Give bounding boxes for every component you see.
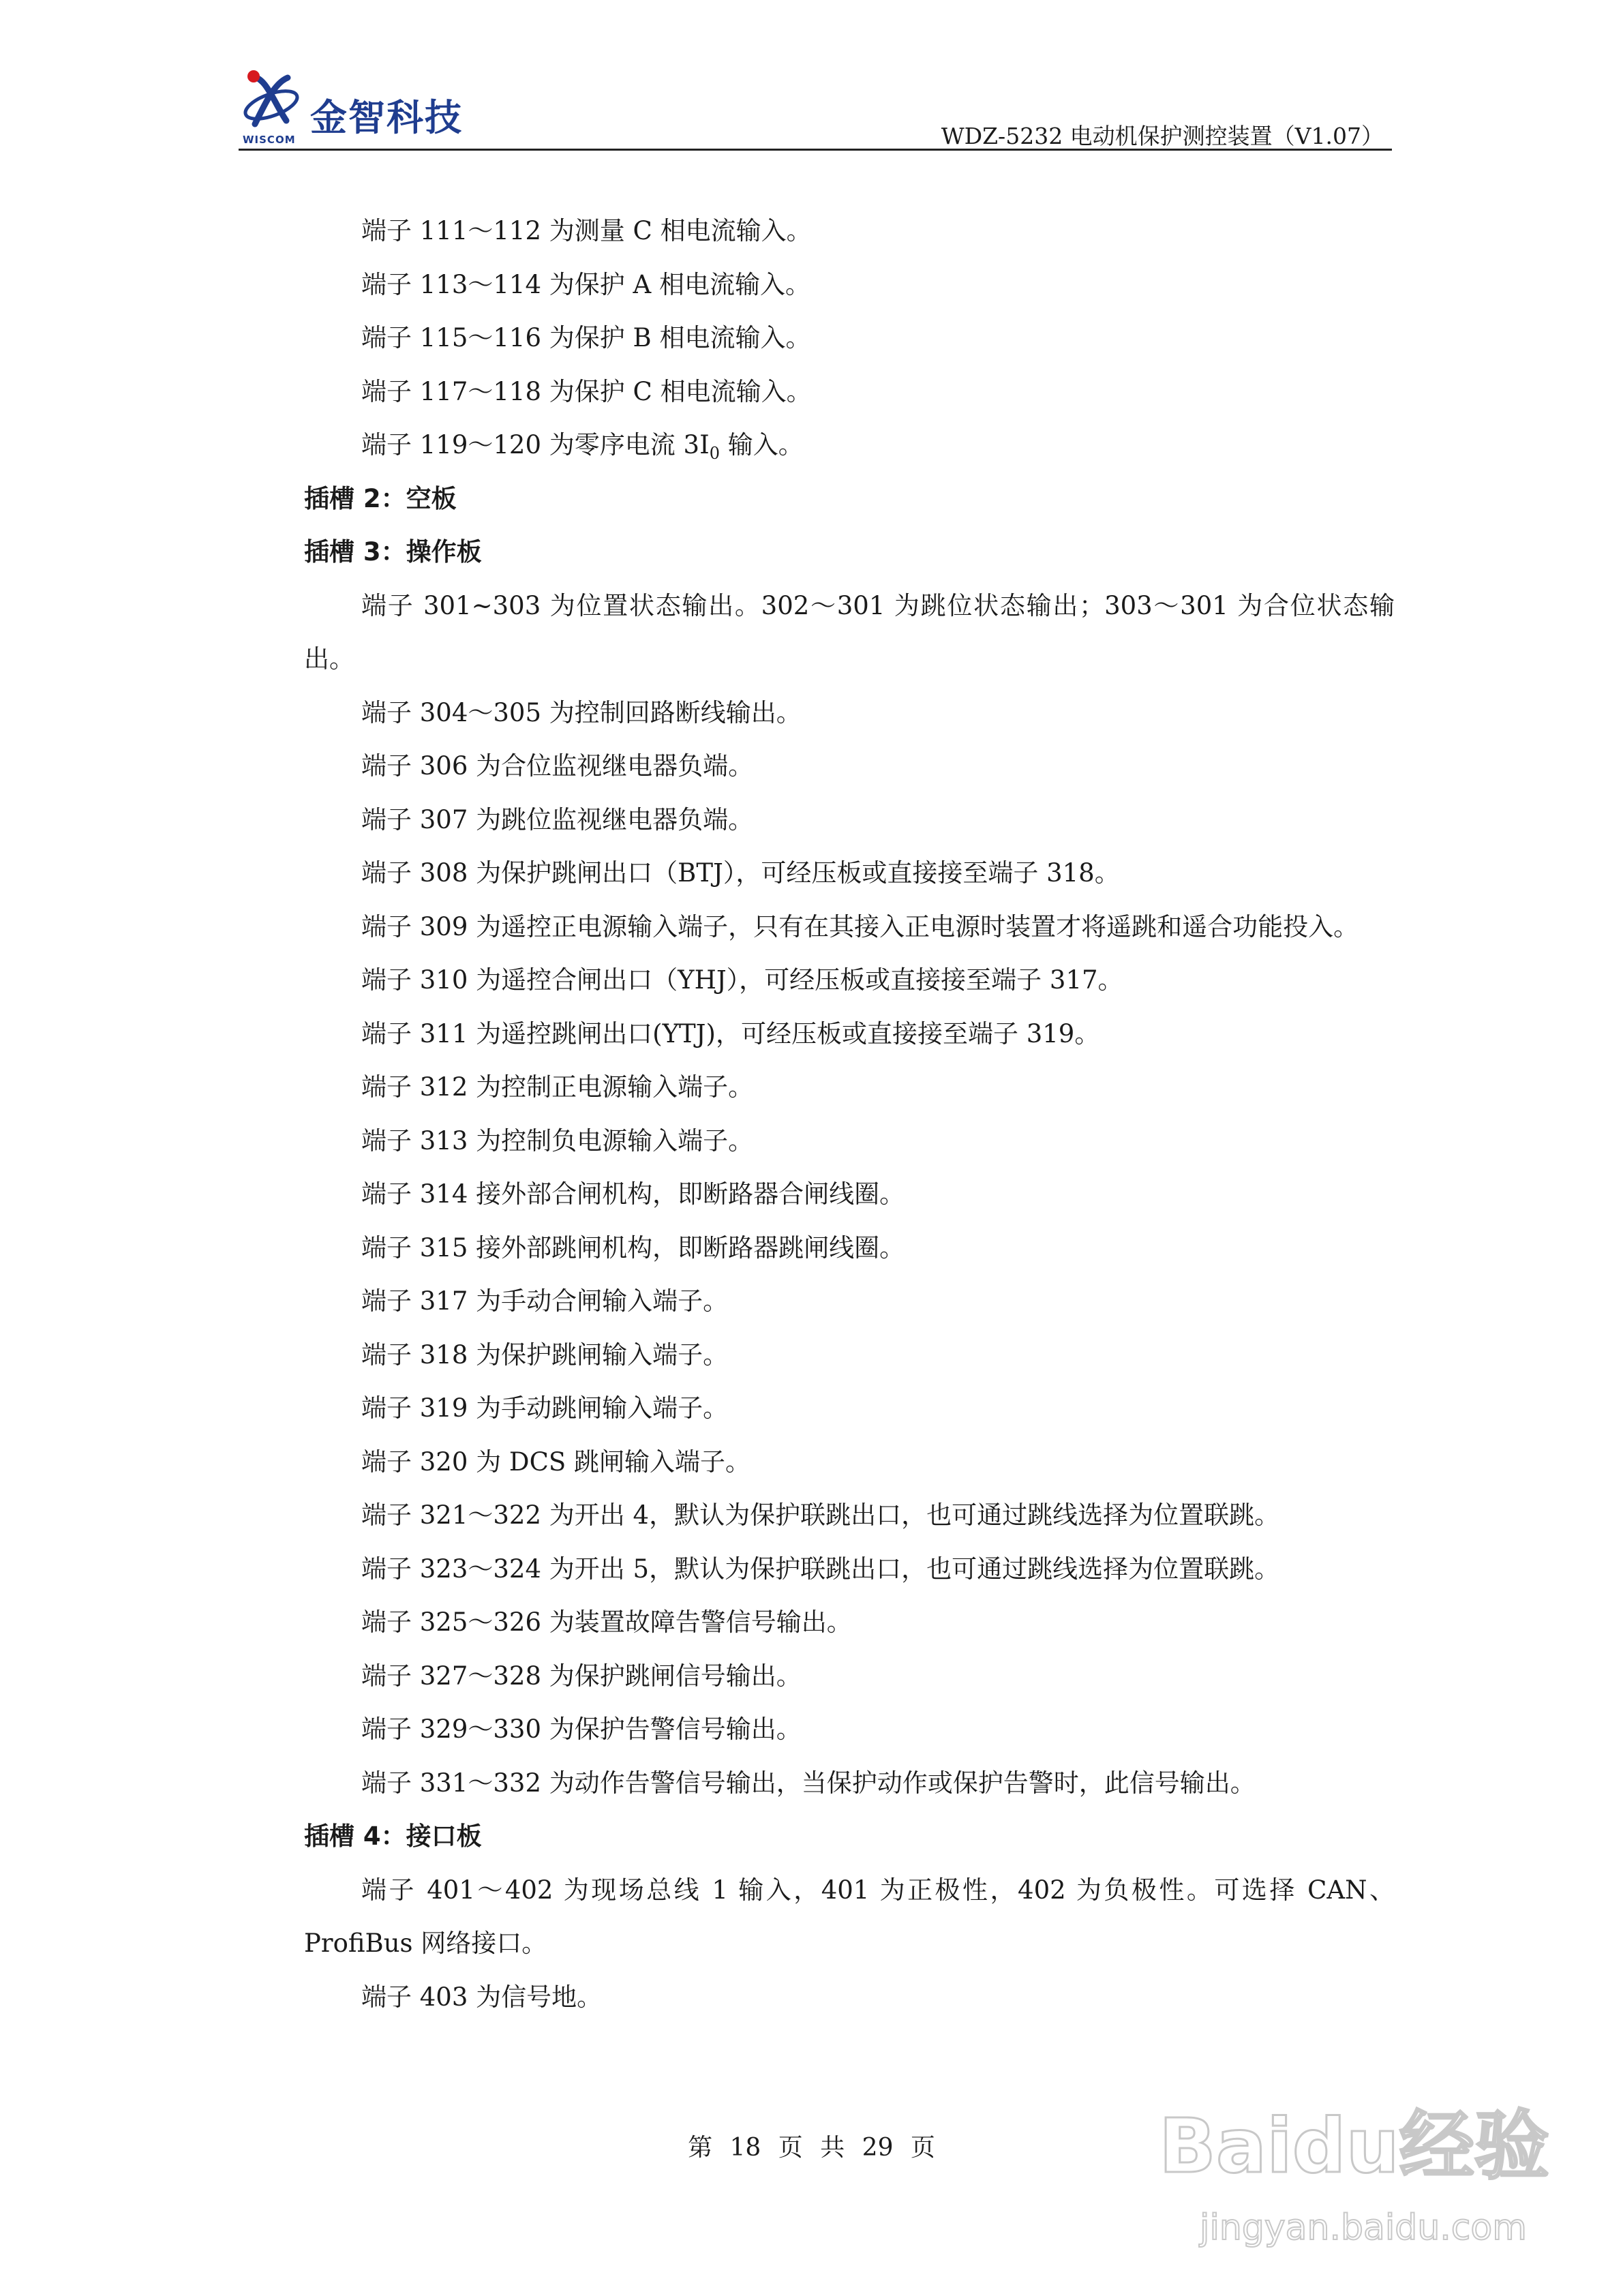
- logo-brand-text: 金智科技: [310, 96, 463, 139]
- paragraph: 端子 320 为 DCS 跳闸输入端子。: [361, 1447, 750, 1477]
- paragraph: 端子 111～112 为测量 C 相电流输入。: [361, 216, 812, 245]
- company-logo: [239, 63, 525, 151]
- watermark-brand: Baidu经验: [1159, 2102, 1549, 2190]
- paragraph: 端子 315 接外部跳闸机构，即断路器跳闸线圈。: [361, 1233, 905, 1263]
- paragraph: 端子 401～402 为现场总线 1 输入，401 为正极性，402 为负极性。可选择 CAN、ProfiBus 网络接口。: [304, 1875, 1395, 1958]
- paragraph: 端子 113～114 为保护 A 相电流输入。: [361, 269, 811, 299]
- section-heading-slot-3: 插槽 3：操作板: [304, 537, 482, 567]
- paragraph: 端子 115～116 为保护 B 相电流输入。: [361, 323, 811, 352]
- paragraph: 端子 306 为合位监视继电器负端。: [361, 751, 754, 781]
- paragraph: 端子 319 为手动跳闸输入端子。: [361, 1393, 729, 1423]
- paragraph: 端子 318 为保护跳闸输入端子。: [361, 1340, 729, 1370]
- paragraph: 端子 304～305 为控制回路断线输出。: [361, 697, 802, 727]
- paragraph: 端子 331～332 为动作告警信号输出，当保护动作或保护告警时，此信号输出。: [361, 1768, 1256, 1798]
- paragraph: 端子 309 为遥控正电源输入端子，只有在其接入正电源时装置才将遥跳和遥合功能投入。: [361, 911, 1359, 941]
- paragraph: 端子 323～324 为开出 5，默认为保护联跳出口，也可通过跳线选择为位置联跳。: [361, 1554, 1280, 1584]
- paragraph: 端子 325～326 为装置故障告警信号输出。: [361, 1607, 852, 1637]
- paragraph-zero-sequence: [304, 419, 1395, 472]
- paragraph: 端子 327～328 为保护跳闸信号输出。: [361, 1661, 802, 1691]
- watermark-url: jingyan.baidu.com: [1200, 2207, 1527, 2248]
- subscript: 0: [709, 444, 720, 463]
- baidu-watermark: [1159, 2086, 1568, 2263]
- paragraph: 端子 308 为保护跳闸出口（BTJ），可经压板或直接接至端子 318。: [361, 858, 1120, 888]
- logo-subtext: WISCOM: [243, 134, 296, 146]
- paragraph: 端子 317 为手动合闸输入端子。: [361, 1286, 729, 1316]
- text: 输入。: [719, 430, 804, 459]
- paragraph: 端子 313 为控制负电源输入端子。: [361, 1126, 754, 1155]
- section-heading-slot-2: 插槽 2：空板: [304, 483, 457, 513]
- paragraph: 端子 311 为遥控跳闸出口(YTJ)，可经压板或直接接至端子 319。: [361, 1018, 1100, 1048]
- wiscom-emblem-icon: [239, 63, 314, 138]
- paragraph: 端子 403 为信号地。: [361, 1982, 603, 2012]
- page-header: [239, 63, 1391, 151]
- header-divider: [239, 149, 1392, 151]
- paragraph: 端子 310 为遥控合闸出口（YHJ），可经压板或直接接至端子 317。: [361, 965, 1123, 995]
- paragraph: 端子 117～118 为保护 C 相电流输入。: [361, 376, 812, 406]
- paragraph: 端子 301~303 为位置状态输出。302～301 为跳位状态输出；303～301 为合位状态输出。: [304, 590, 1395, 674]
- paragraph: 端子 312 为控制正电源输入端子。: [361, 1072, 754, 1102]
- document-title: WDZ-5232 电动机保护测控装置（V1.07）: [941, 123, 1384, 149]
- text: 端子 119～120 为零序电流 3I: [361, 430, 710, 459]
- paragraph: 端子 329～330 为保护告警信号输出。: [361, 1715, 802, 1744]
- paragraph: 端子 307 为跳位监视继电器负端。: [361, 804, 754, 834]
- page-number: 第 18 页 共 29 页: [688, 2134, 935, 2162]
- paragraph: 端子 314 接外部合闸机构，即断路器合闸线圈。: [361, 1179, 905, 1209]
- paragraph: 端子 321～322 为开出 4，默认为保护联跳出口，也可通过跳线选择为位置联跳。: [361, 1500, 1280, 1530]
- page-content: [304, 205, 1395, 2024]
- section-heading-slot-4: 插槽 4：接口板: [304, 1822, 482, 1851]
